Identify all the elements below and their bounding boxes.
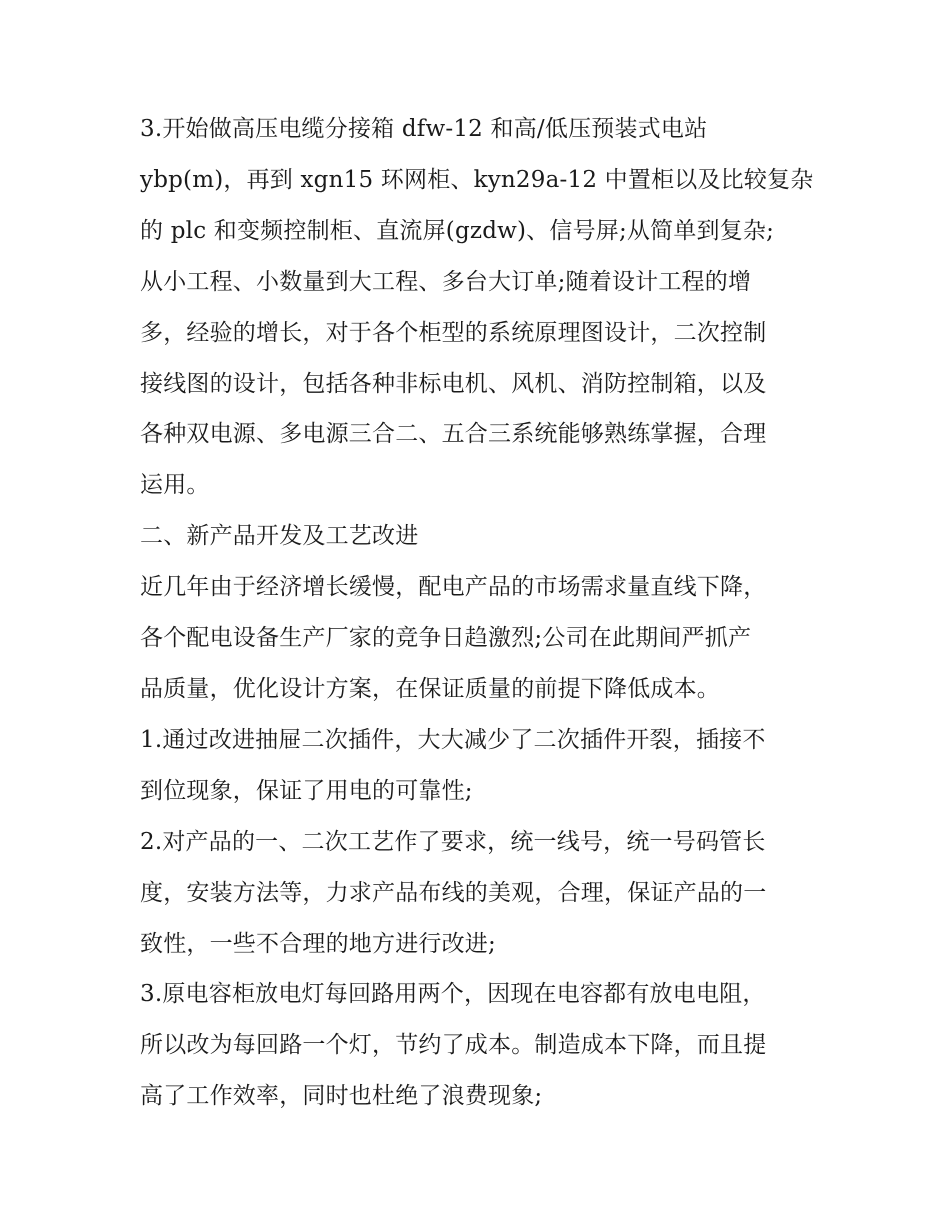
text-line: 3.开始做高压电缆分接箱 dfw-12 和高/低压预装式电站 bbox=[140, 116, 708, 142]
text-line: 近几年由于经济增长缓慢，配电产品的市场需求量直线下降， bbox=[140, 574, 767, 601]
text-line: 各种双电源、多电源三合二、五合三系统能够熟练掌握，合理 bbox=[140, 421, 767, 448]
text-line: 3.原电容柜放电灯每回路用两个，因现在电容都有放电电阻， bbox=[140, 981, 766, 1008]
text-line: 度，安装方法等，力求产品布线的美观，合理，保证产品的一 bbox=[140, 879, 767, 906]
text-line: 1.通过改进抽屉二次插件，大大减少了二次插件开裂，插接不 bbox=[140, 726, 766, 753]
text-line: 接线图的设计，包括各种非标电机、风机、消防控制箱，以及 bbox=[140, 370, 767, 397]
text-line: 品质量，优化设计方案，在保证质量的前提下降低成本。 bbox=[140, 675, 720, 702]
section-heading: 二、新产品开发及工艺改进 bbox=[140, 523, 419, 550]
text-line: 致性，一些不合理的地方进行改进; bbox=[140, 930, 496, 957]
text-line: 高了工作效率，同时也杜绝了浪费现象; bbox=[140, 1083, 543, 1110]
text-line: 2.对产品的一、二次工艺作了要求，统一线号，统一号码管长 bbox=[140, 828, 766, 855]
text-line: 多，经验的增长，对于各个柜型的系统原理图设计，二次控制 bbox=[140, 319, 767, 346]
document-body bbox=[140, 104, 820, 1122]
text-line: 的 plc 和变频控制柜、直流屏(gzdw)、信号屏;从简单到复杂; bbox=[140, 217, 775, 244]
text-line: 所以改为每回路一个灯，节约了成本。制造成本下降，而且提 bbox=[140, 1032, 767, 1059]
text-line: 运用。 bbox=[140, 472, 210, 499]
text-line: 到位现象，保证了用电的可靠性; bbox=[140, 777, 473, 804]
text-line: 从小工程、小数量到大工程、多台大订单;随着设计工程的增 bbox=[140, 268, 752, 295]
text-line: ybp(m)，再到 xgn15 环网柜、kyn29a-12 中置柜以及比较复杂 bbox=[140, 166, 814, 193]
text-line: 各个配电设备生产厂家的竞争日趋激烈;公司在此期间严抓产 bbox=[140, 625, 752, 652]
